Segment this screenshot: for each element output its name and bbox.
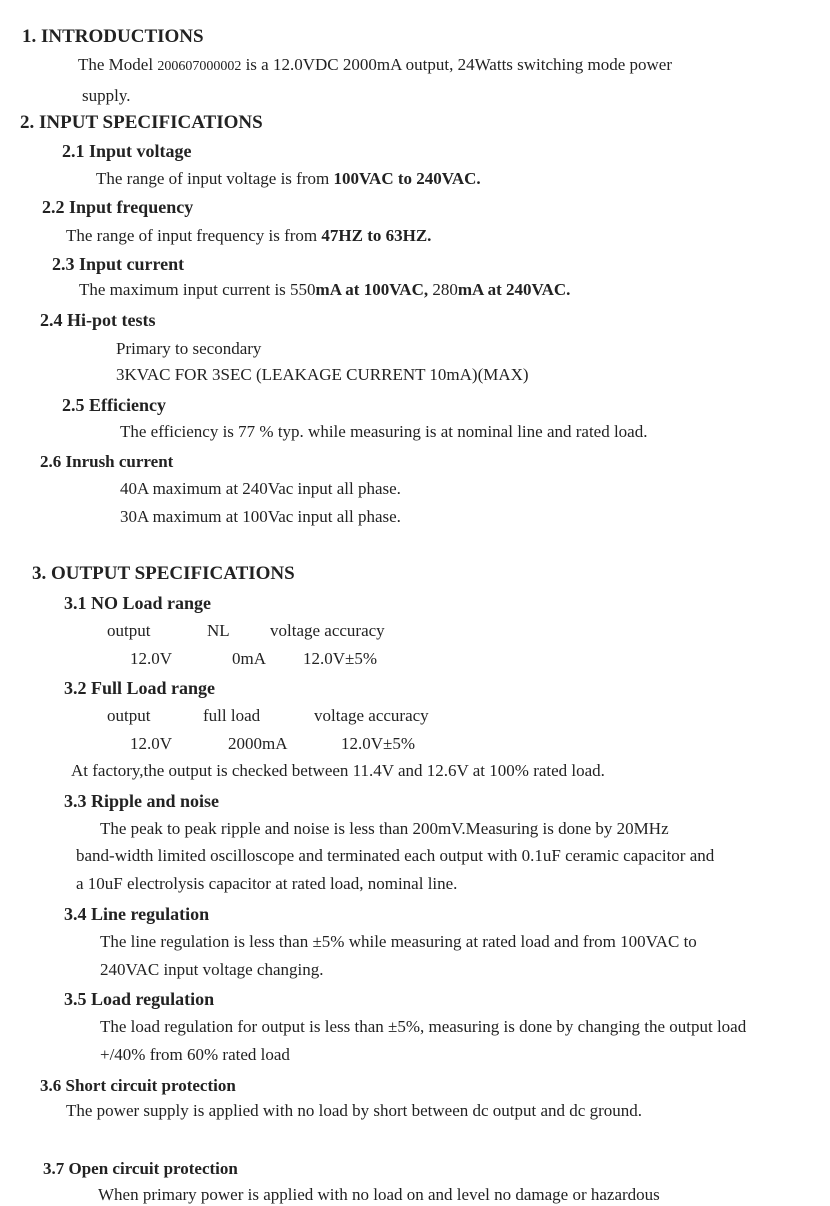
input-frequency-pre: The range of input frequency is from	[66, 226, 322, 245]
open-circuit-text: When primary power is applied with no load on and level no damage or hazardous	[98, 1185, 660, 1204]
input-voltage-text	[96, 168, 481, 190]
subsection-3-3-title: 3.3 Ripple and noise	[64, 791, 220, 811]
input-current-text	[79, 279, 570, 301]
input-current-pre: The maximum input current is 550	[79, 280, 316, 299]
input-current-bold-1: mA at 100VAC,	[315, 280, 433, 299]
subsection-3-4-title: 3.4 Line regulation	[64, 904, 210, 924]
input-current-mid: 280	[432, 280, 458, 299]
subsection-2-2-title: 2.2 Input frequency	[42, 197, 194, 217]
inrush-line-2: 30A maximum at 100Vac input all phase.	[120, 507, 401, 526]
inrush-line-1: 40A maximum at 240Vac input all phase.	[120, 479, 401, 498]
subsection-3-1-title: 3.1 NO Load range	[64, 593, 212, 613]
subsection-3-2-title: 3.2 Full Load range	[64, 678, 216, 698]
load-regulation-line-2: +/40% from 60% rated load	[100, 1045, 290, 1064]
no-load-value-accuracy: 12.0V±5%	[303, 649, 378, 668]
intro-line-2: supply.	[82, 86, 131, 105]
no-load-value-output: 12.0V	[130, 649, 173, 668]
subsection-3-5-title: 3.5 Load regulation	[64, 989, 215, 1009]
full-load-value-output: 12.0V	[130, 734, 173, 753]
no-load-header-output: output	[107, 621, 151, 640]
section-1-title: 1. INTRODUCTIONS	[22, 26, 204, 47]
no-load-value-nl: 0mA	[232, 649, 266, 668]
subsection-3-7-title: 3.7 Open circuit protection	[43, 1159, 238, 1178]
input-voltage-pre: The range of input voltage is from	[96, 169, 334, 188]
ripple-line-3: a 10uF electrolysis capacitor at rated load, nominal line.	[76, 874, 458, 893]
no-load-header-accuracy: voltage accuracy	[270, 621, 385, 640]
factory-check-note: At factory,the output is checked between 11.4V and 12.6V at 100% rated load.	[71, 761, 605, 780]
short-circuit-text: The power supply is applied with no load by short between dc output and dc ground.	[66, 1101, 642, 1120]
input-voltage-range: 100VAC to 240VAC.	[333, 169, 481, 188]
ripple-line-1: The peak to peak ripple and noise is less than 200mV.Measuring is done by 20MHz	[100, 819, 669, 838]
line-regulation-line-2: 240VAC input voltage changing.	[100, 960, 324, 979]
full-load-header-accuracy: voltage accuracy	[314, 706, 429, 725]
section-3-title: 3. OUTPUT SPECIFICATIONS	[32, 563, 295, 584]
input-current-bold-2: mA at 240VAC.	[457, 280, 571, 299]
efficiency-text: The efficiency is 77 % typ. while measuring is at nominal line and rated load.	[120, 422, 648, 441]
model-number: 200607000002	[157, 59, 242, 74]
line-regulation-line-1: The line regulation is less than ±5% while measuring at rated load and from 100VAC to	[100, 932, 697, 951]
section-2-title: 2. INPUT SPECIFICATIONS	[20, 112, 263, 133]
subsection-3-6-title: 3.6 Short circuit protection	[40, 1076, 236, 1095]
hipot-line-1: Primary to secondary	[116, 339, 262, 358]
full-load-header-load: full load	[203, 706, 261, 725]
subsection-2-3-title: 2.3 Input current	[52, 254, 185, 274]
full-load-value-load: 2000mA	[228, 734, 288, 753]
hipot-line-2: 3KVAC FOR 3SEC (LEAKAGE CURRENT 10mA)(MAX)	[116, 365, 529, 384]
no-load-header-nl: NL	[207, 621, 230, 640]
intro-post: is a 12.0VDC 2000mA output, 24Watts switching mode power	[241, 55, 673, 74]
ripple-line-2: band-width limited oscilloscope and terminated each output with 0.1uF ceramic capacitor and	[76, 846, 715, 865]
subsection-2-6-title: 2.6 Inrush current	[40, 452, 174, 471]
load-regulation-line-1: The load regulation for output is less than ±5%, measuring is done by changing the output load	[100, 1017, 747, 1036]
subsection-2-1-title: 2.1 Input voltage	[62, 141, 192, 161]
intro-line-1	[78, 54, 672, 78]
full-load-header-output: output	[107, 706, 151, 725]
intro-pre: The Model	[78, 55, 158, 74]
subsection-2-4-title: 2.4 Hi-pot tests	[40, 310, 156, 330]
subsection-2-5-title: 2.5 Efficiency	[62, 395, 166, 415]
full-load-value-accuracy: 12.0V±5%	[341, 734, 416, 753]
input-frequency-range: 47HZ to 63HZ.	[321, 226, 432, 245]
input-frequency-text	[66, 225, 431, 247]
